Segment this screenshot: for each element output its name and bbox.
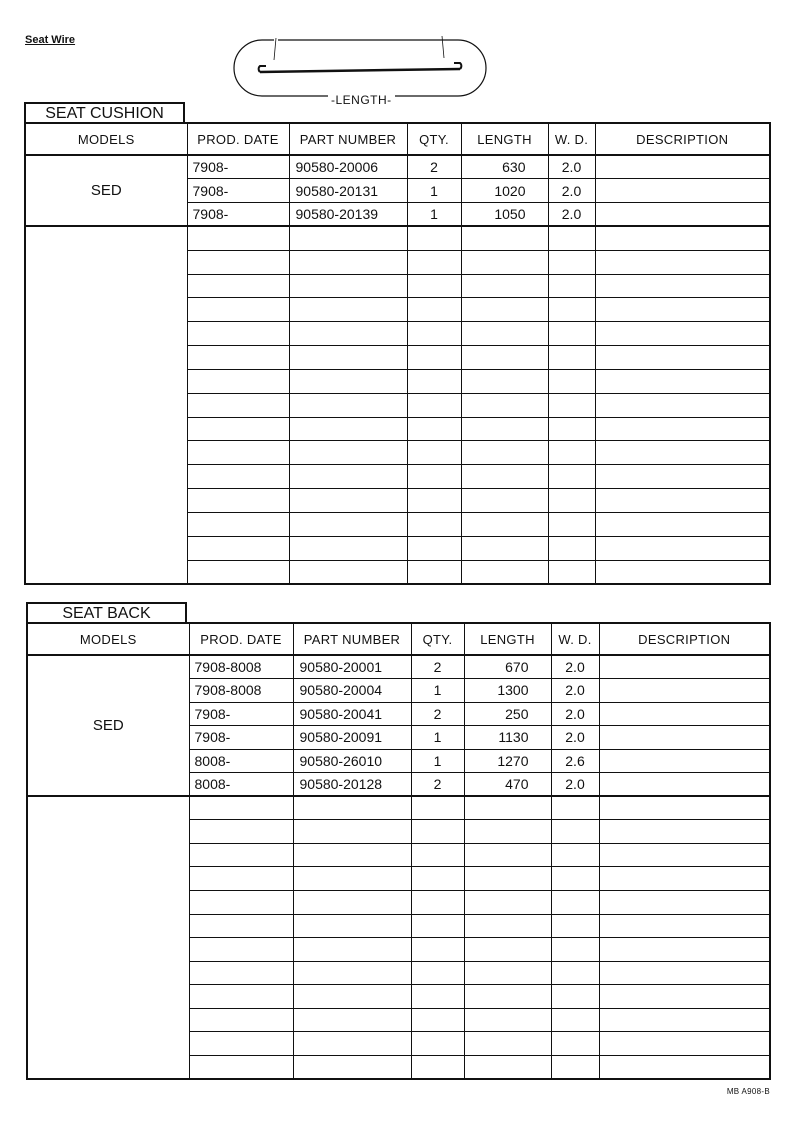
blank-cell: [548, 560, 595, 584]
blank-cell: [289, 346, 407, 370]
blank-cell: [187, 226, 289, 250]
blank-cell: [189, 1008, 293, 1032]
cell-pn: 90580-20041: [293, 702, 411, 726]
blank-cell: [548, 512, 595, 536]
blank-cell: [411, 1032, 464, 1056]
blank-cell: [599, 1032, 770, 1056]
blank-cell: [187, 346, 289, 370]
seat-back-table: [26, 622, 771, 1080]
cell-qty: 1: [411, 679, 464, 703]
blank-cell: [293, 796, 411, 820]
cell-qty: 2: [411, 773, 464, 797]
blank-cell: [293, 961, 411, 985]
blank-cell: [461, 250, 548, 274]
blank-cell: [407, 512, 461, 536]
cell-pn: 90580-20131: [289, 179, 407, 203]
blank-cell: [551, 1055, 599, 1079]
blank-cell: [289, 512, 407, 536]
blank-cell: [548, 441, 595, 465]
blank-cell: [551, 890, 599, 914]
blank-cell: [464, 820, 551, 844]
blank-cell: [407, 417, 461, 441]
blank-cell: [551, 867, 599, 891]
cell-wd: 2.0: [548, 179, 595, 203]
blank-row: [27, 796, 770, 820]
blank-cell: [289, 536, 407, 560]
blank-cell: [461, 417, 548, 441]
cell-qty: 1: [407, 179, 461, 203]
blank-cell: [548, 536, 595, 560]
blank-cell: [187, 512, 289, 536]
cell-desc: [599, 726, 770, 750]
col-qty: QTY.: [411, 623, 464, 655]
blank-cell: [411, 843, 464, 867]
blank-cell: [595, 322, 770, 346]
blank-cell: [407, 465, 461, 489]
blank-cell: [548, 393, 595, 417]
blank-cell: [407, 489, 461, 513]
blank-cell: [187, 274, 289, 298]
blank-cell: [187, 441, 289, 465]
blank-cell: [551, 938, 599, 962]
blank-cell: [595, 298, 770, 322]
cell-qty: 2: [411, 655, 464, 679]
cell-qty: 1: [411, 749, 464, 773]
blank-cell: [595, 465, 770, 489]
col-part-number: PART NUMBER: [293, 623, 411, 655]
blank-cell: [548, 322, 595, 346]
col-part-number: PART NUMBER: [289, 123, 407, 155]
blank-cell: [548, 226, 595, 250]
col-wd: W. D.: [548, 123, 595, 155]
col-models: MODELS: [27, 623, 189, 655]
blank-cell: [464, 914, 551, 938]
col-models: MODELS: [25, 123, 187, 155]
blank-cell: [189, 938, 293, 962]
blank-cell: [407, 226, 461, 250]
blank-cell: [189, 1055, 293, 1079]
blank-cell: [189, 985, 293, 1009]
blank-cell: [407, 346, 461, 370]
table-row: [25, 155, 770, 179]
table-row: [27, 655, 770, 679]
cell-desc: [599, 773, 770, 797]
blank-cell: [548, 298, 595, 322]
blank-cell: [407, 441, 461, 465]
blank-cell: [464, 1008, 551, 1032]
blank-cell: [595, 393, 770, 417]
blank-cell: [411, 961, 464, 985]
model-cell-empty: [25, 226, 187, 584]
blank-cell: [599, 961, 770, 985]
cell-desc: [599, 749, 770, 773]
blank-cell: [189, 914, 293, 938]
blank-cell: [293, 985, 411, 1009]
blank-cell: [411, 796, 464, 820]
cell-date: 7908-: [189, 702, 293, 726]
blank-cell: [411, 890, 464, 914]
blank-cell: [187, 536, 289, 560]
blank-cell: [599, 985, 770, 1009]
cell-pn: 90580-20091: [293, 726, 411, 750]
blank-cell: [289, 393, 407, 417]
col-length: LENGTH: [464, 623, 551, 655]
blank-cell: [595, 489, 770, 513]
cell-date: 7908-: [189, 726, 293, 750]
cell-date: 7908-: [187, 203, 289, 227]
cell-wd: 2.0: [551, 773, 599, 797]
blank-cell: [289, 274, 407, 298]
cell-date: 7908-8008: [189, 679, 293, 703]
blank-cell: [407, 250, 461, 274]
blank-cell: [293, 914, 411, 938]
blank-cell: [461, 346, 548, 370]
cell-pn: 90580-20139: [289, 203, 407, 227]
blank-cell: [289, 298, 407, 322]
cell-wd: 2.0: [551, 679, 599, 703]
blank-cell: [187, 465, 289, 489]
col-description: DESCRIPTION: [595, 123, 770, 155]
blank-cell: [461, 560, 548, 584]
blank-cell: [407, 536, 461, 560]
cell-pn: 90580-26010: [293, 749, 411, 773]
blank-cell: [189, 890, 293, 914]
cell-wd: 2.0: [548, 155, 595, 179]
blank-cell: [461, 274, 548, 298]
blank-cell: [189, 867, 293, 891]
blank-cell: [411, 985, 464, 1009]
blank-cell: [551, 820, 599, 844]
blank-cell: [461, 536, 548, 560]
blank-cell: [599, 796, 770, 820]
col-length: LENGTH: [461, 123, 548, 155]
blank-cell: [289, 560, 407, 584]
cell-qty: 2: [411, 702, 464, 726]
cell-len: 1050: [461, 203, 548, 227]
cell-wd: 2.0: [551, 655, 599, 679]
blank-cell: [551, 914, 599, 938]
col-prod-date: PROD. DATE: [189, 623, 293, 655]
blank-cell: [461, 226, 548, 250]
blank-cell: [595, 441, 770, 465]
blank-cell: [407, 393, 461, 417]
cell-len: 250: [464, 702, 551, 726]
blank-cell: [464, 867, 551, 891]
blank-cell: [595, 512, 770, 536]
blank-cell: [187, 560, 289, 584]
blank-cell: [187, 322, 289, 346]
blank-cell: [464, 890, 551, 914]
blank-cell: [548, 417, 595, 441]
blank-cell: [551, 961, 599, 985]
cell-wd: 2.0: [551, 726, 599, 750]
blank-cell: [189, 796, 293, 820]
blank-cell: [289, 441, 407, 465]
model-cell: SED: [27, 655, 189, 796]
blank-cell: [461, 512, 548, 536]
blank-cell: [187, 393, 289, 417]
blank-cell: [551, 985, 599, 1009]
seat-back-title: SEAT BACK: [26, 602, 187, 624]
blank-cell: [595, 369, 770, 393]
cell-qty: 1: [407, 203, 461, 227]
cell-pn: 90580-20128: [293, 773, 411, 797]
model-cell: SED: [25, 155, 187, 226]
footer-code: MB A908-B: [726, 1087, 770, 1096]
col-wd: W. D.: [551, 623, 599, 655]
blank-cell: [599, 914, 770, 938]
blank-cell: [289, 250, 407, 274]
blank-cell: [461, 393, 548, 417]
blank-cell: [461, 322, 548, 346]
blank-cell: [464, 1032, 551, 1056]
header-row: [25, 123, 770, 155]
cell-qty: 1: [411, 726, 464, 750]
cell-desc: [595, 155, 770, 179]
blank-cell: [293, 938, 411, 962]
cell-len: 670: [464, 655, 551, 679]
blank-cell: [464, 1055, 551, 1079]
blank-cell: [189, 961, 293, 985]
blank-cell: [595, 346, 770, 370]
cell-len: 1130: [464, 726, 551, 750]
blank-cell: [189, 1032, 293, 1056]
cell-wd: 2.0: [551, 702, 599, 726]
blank-cell: [289, 322, 407, 346]
blank-cell: [548, 489, 595, 513]
blank-cell: [599, 867, 770, 891]
cell-pn: 90580-20004: [293, 679, 411, 703]
page-heading: Seat Wire: [25, 34, 76, 46]
blank-cell: [189, 820, 293, 844]
cell-date: 7908-: [187, 179, 289, 203]
blank-cell: [407, 369, 461, 393]
blank-cell: [187, 489, 289, 513]
blank-cell: [411, 1008, 464, 1032]
blank-cell: [293, 1055, 411, 1079]
blank-cell: [293, 867, 411, 891]
blank-cell: [599, 890, 770, 914]
blank-cell: [189, 843, 293, 867]
blank-cell: [551, 1032, 599, 1056]
cell-date: 7908-: [187, 155, 289, 179]
cell-wd: 2.6: [551, 749, 599, 773]
blank-cell: [595, 560, 770, 584]
blank-cell: [407, 298, 461, 322]
blank-cell: [548, 465, 595, 489]
blank-cell: [293, 1008, 411, 1032]
blank-cell: [595, 226, 770, 250]
blank-cell: [551, 796, 599, 820]
cell-wd: 2.0: [548, 203, 595, 227]
blank-cell: [551, 1008, 599, 1032]
blank-cell: [599, 938, 770, 962]
blank-cell: [461, 369, 548, 393]
blank-cell: [411, 867, 464, 891]
blank-cell: [187, 250, 289, 274]
blank-cell: [411, 938, 464, 962]
blank-cell: [461, 465, 548, 489]
blank-cell: [548, 346, 595, 370]
blank-cell: [187, 369, 289, 393]
cell-desc: [599, 679, 770, 703]
cell-len: 1270: [464, 749, 551, 773]
blank-cell: [289, 489, 407, 513]
blank-row: [25, 226, 770, 250]
seat-cushion-table: [24, 122, 771, 585]
cell-pn: 90580-20006: [289, 155, 407, 179]
blank-cell: [461, 298, 548, 322]
blank-cell: [407, 274, 461, 298]
col-prod-date: PROD. DATE: [187, 123, 289, 155]
blank-cell: [464, 938, 551, 962]
blank-cell: [464, 961, 551, 985]
cell-len: 470: [464, 773, 551, 797]
blank-cell: [293, 843, 411, 867]
cell-len: 1020: [461, 179, 548, 203]
col-qty: QTY.: [407, 123, 461, 155]
cell-pn: 90580-20001: [293, 655, 411, 679]
blank-cell: [293, 890, 411, 914]
blank-cell: [464, 985, 551, 1009]
blank-cell: [461, 489, 548, 513]
blank-cell: [407, 322, 461, 346]
blank-cell: [595, 250, 770, 274]
cell-desc: [595, 203, 770, 227]
blank-cell: [595, 274, 770, 298]
blank-cell: [599, 843, 770, 867]
blank-cell: [289, 369, 407, 393]
blank-cell: [464, 796, 551, 820]
blank-cell: [548, 274, 595, 298]
blank-cell: [293, 1032, 411, 1056]
blank-cell: [599, 1055, 770, 1079]
seat-cushion-title: SEAT CUSHION: [24, 102, 185, 124]
cell-date: 8008-: [189, 773, 293, 797]
blank-cell: [187, 417, 289, 441]
blank-cell: [289, 417, 407, 441]
blank-cell: [551, 843, 599, 867]
col-description: DESCRIPTION: [599, 623, 770, 655]
cell-date: 8008-: [189, 749, 293, 773]
blank-cell: [411, 820, 464, 844]
blank-cell: [187, 298, 289, 322]
blank-cell: [411, 914, 464, 938]
cell-qty: 2: [407, 155, 461, 179]
blank-cell: [595, 536, 770, 560]
blank-cell: [411, 1055, 464, 1079]
blank-cell: [289, 465, 407, 489]
blank-cell: [461, 441, 548, 465]
blank-cell: [599, 1008, 770, 1032]
blank-cell: [464, 843, 551, 867]
length-label: -LENGTH-: [328, 93, 395, 107]
cell-len: 630: [461, 155, 548, 179]
blank-cell: [595, 417, 770, 441]
blank-cell: [548, 250, 595, 274]
blank-cell: [599, 820, 770, 844]
blank-cell: [548, 369, 595, 393]
cell-desc: [599, 655, 770, 679]
blank-cell: [407, 560, 461, 584]
blank-cell: [289, 226, 407, 250]
cell-desc: [599, 702, 770, 726]
blank-cell: [293, 820, 411, 844]
cell-desc: [595, 179, 770, 203]
model-cell-empty: [27, 796, 189, 1079]
header-row: [27, 623, 770, 655]
cell-len: 1300: [464, 679, 551, 703]
cell-date: 7908-8008: [189, 655, 293, 679]
